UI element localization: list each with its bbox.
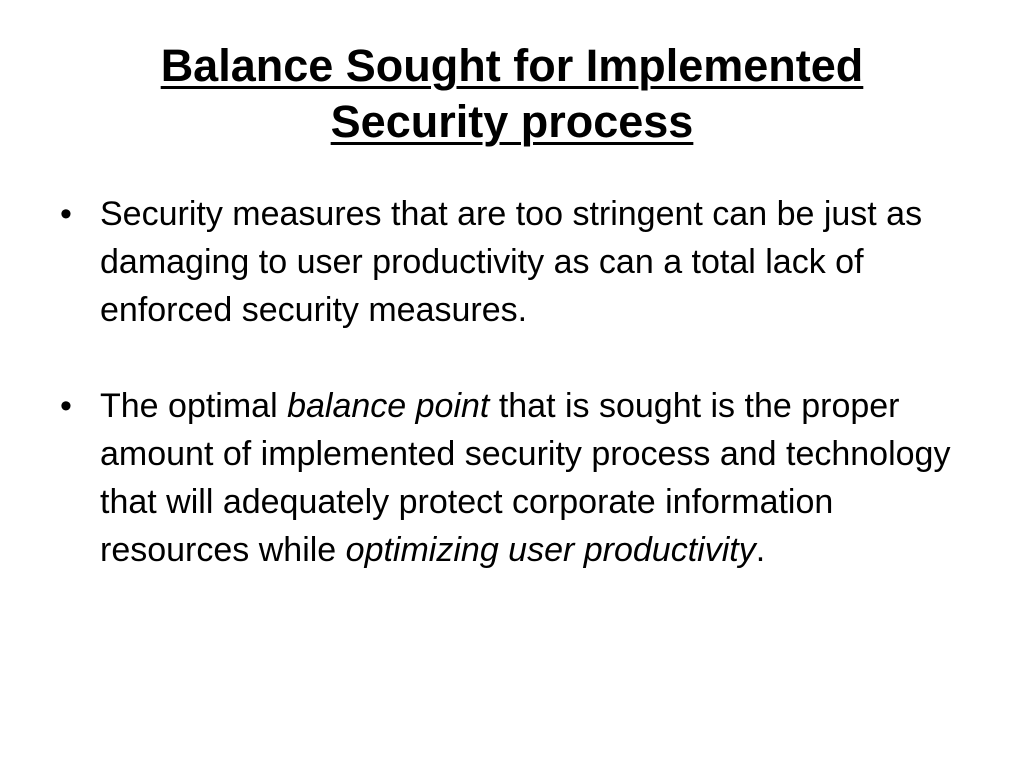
bullet-icon: • — [60, 195, 72, 233]
bullet-icon: • — [60, 387, 72, 425]
bullet-text-2-part-5: . — [755, 531, 766, 569]
bullet-text-1: Security measures that are too stringent can be just as damaging to user productivity as can a total lack of enforced security measures. — [100, 195, 923, 329]
bullet-item-1 — [56, 190, 976, 334]
bullet-text-2-part-1: The optimal — [100, 387, 288, 425]
bullet-text-2-emphasis-optimizing: optimizing user productivity — [345, 531, 756, 569]
bullet-text-2-part-3: that is sought is the proper amount of implemented security process and technology that will adequately protect corporate information resources while — [100, 387, 951, 569]
slide-title-line-1: Balance Sought for Implemented — [160, 40, 864, 91]
bullet-list — [56, 190, 976, 574]
slide-title-line-2: Security process — [330, 96, 694, 147]
bullet-text-2-emphasis-balance-point: balance point — [287, 387, 490, 425]
bullet-item-2 — [56, 382, 976, 574]
slide-title — [60, 38, 964, 150]
